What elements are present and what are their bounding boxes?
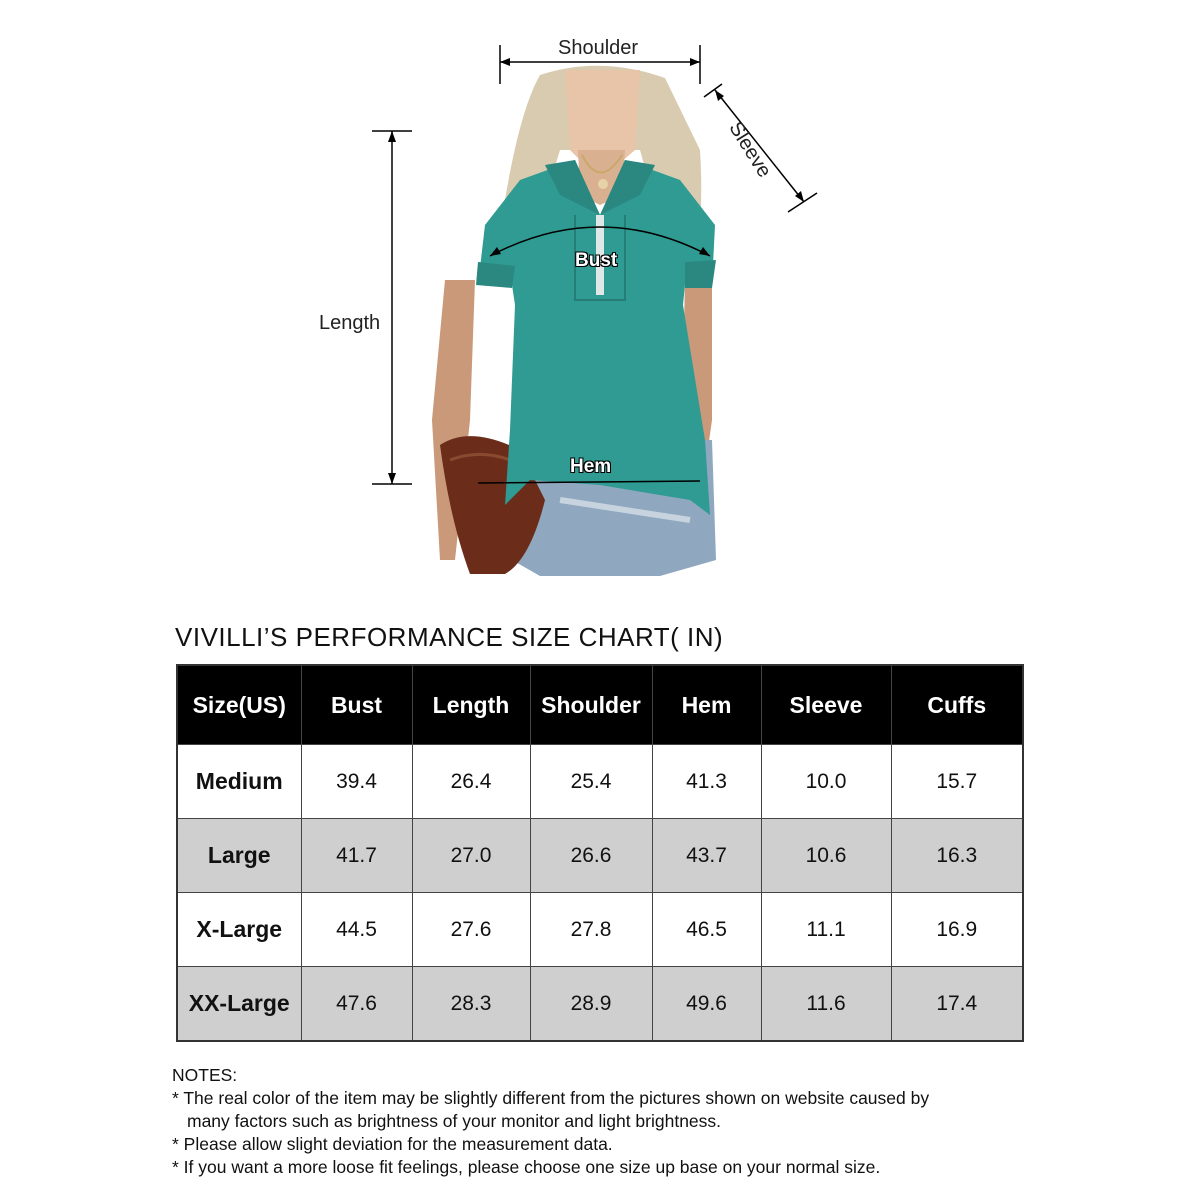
table-row (177, 967, 1023, 1042)
table-cell-size: Medium (177, 745, 301, 819)
table-cell: 16.3 (891, 819, 1023, 893)
table-cell: 46.5 (652, 893, 761, 967)
table-cell: 44.5 (301, 893, 412, 967)
table-cell: 41.3 (652, 745, 761, 819)
table-cell: 43.7 (652, 819, 761, 893)
note-item: * Please allow slight deviation for the measurement data. (172, 1134, 613, 1154)
table-cell: 27.6 (412, 893, 530, 967)
size-chart-table (176, 664, 1024, 1042)
table-cell: 16.9 (891, 893, 1023, 967)
notes-heading: NOTES: (172, 1065, 238, 1085)
table-cell: 27.0 (412, 819, 530, 893)
table-cell: 28.3 (412, 967, 530, 1042)
table-cell: 41.7 (301, 819, 412, 893)
note-item: * The real color of the item may be slightly different from the pictures shown on website caused by (172, 1088, 930, 1108)
table-cell: 17.4 (891, 967, 1023, 1042)
table-cell-size: XX-Large (177, 967, 301, 1042)
table-row (177, 745, 1023, 819)
table-cell: 26.4 (412, 745, 530, 819)
table-cell: 10.6 (761, 819, 891, 893)
table-cell: 11.1 (761, 893, 891, 967)
table-cell: 49.6 (652, 967, 761, 1042)
table-cell: 15.7 (891, 745, 1023, 819)
note-item: * If you want a more loose fit feelings, please choose one size up base on your normal size. (172, 1157, 881, 1177)
table-cell: 26.6 (530, 819, 652, 893)
table-cell: 10.0 (761, 745, 891, 819)
shoulder-label: Shoulder (558, 37, 639, 59)
length-label: Length (319, 312, 381, 334)
sleeve-label: Sleeve (724, 118, 776, 182)
note-item: many factors such as brightness of your monitor and light brightness. (187, 1111, 722, 1131)
column-header-size: Size(US) (177, 665, 301, 745)
table-cell-size: Large (177, 819, 301, 893)
column-header-shoulder: Shoulder (530, 665, 652, 745)
table-cell: 39.4 (301, 745, 412, 819)
size-chart-title: VIVILLI’S PERFORMANCE SIZE CHART( IN) (175, 622, 724, 652)
table-cell: 25.4 (530, 745, 652, 819)
hem-label: Hem (570, 456, 612, 477)
column-header-hem: Hem (652, 665, 761, 745)
table-row (177, 819, 1023, 893)
table-cell: 11.6 (761, 967, 891, 1042)
table-header-row (177, 665, 1023, 745)
table-row (177, 893, 1023, 967)
column-header-length: Length (412, 665, 530, 745)
table-cell: 27.8 (530, 893, 652, 967)
notes-section (172, 1064, 1072, 1179)
table-cell: 47.6 (301, 967, 412, 1042)
column-header-cuffs: Cuffs (891, 665, 1023, 745)
table-cell: 28.9 (530, 967, 652, 1042)
bust-label: Bust (575, 250, 618, 271)
table-cell-size: X-Large (177, 893, 301, 967)
column-header-bust: Bust (301, 665, 412, 745)
column-header-sleeve: Sleeve (761, 665, 891, 745)
